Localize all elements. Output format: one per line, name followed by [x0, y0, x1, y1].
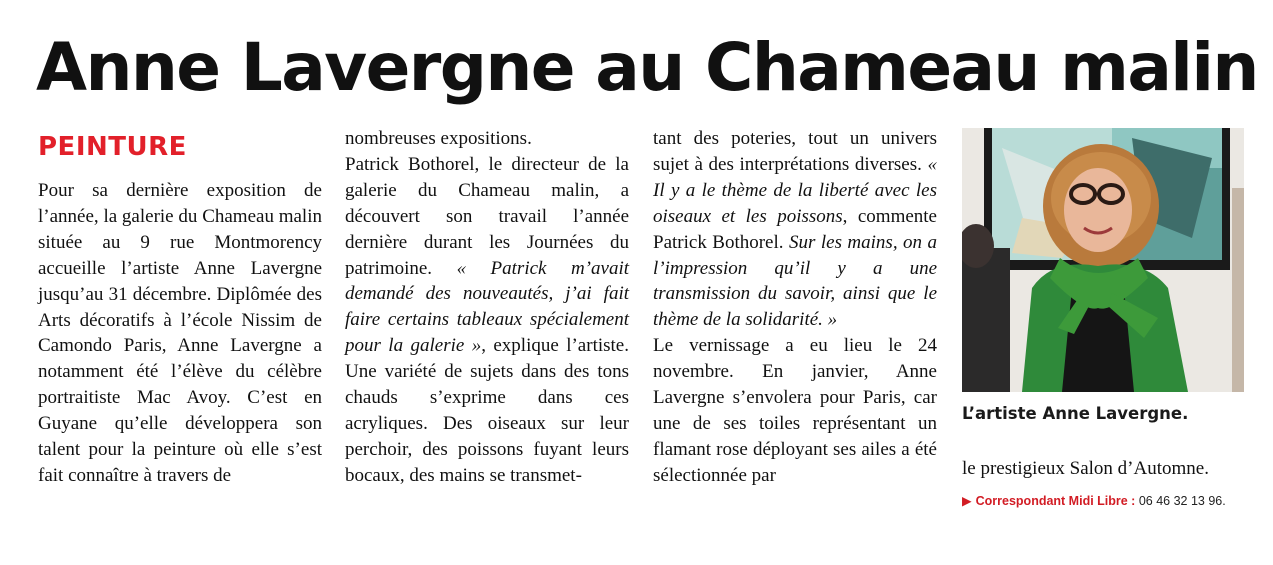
correspondent-contact — [962, 493, 1226, 508]
article-column-1 — [38, 178, 322, 489]
paragraph: Pour sa dernière exposition de l’année, la galerie du Chameau malin située au 9 rue Montmorency accueille l’artiste Anne Lavergne jusqu’au 31 décembre. Diplômée des Arts décoratifs à l’école Nissim de Camondo Paris, Anne Lavergne a notamment été l’élève du célèbre portraitiste Mac Avoy. C’est en Guyane qu’elle développera son talent pour la peinture où elle s’est fait connaître à travers de — [38, 180, 322, 486]
artist-photo — [962, 128, 1244, 392]
paragraph — [653, 126, 937, 333]
paragraph: nombreuses expositions. — [345, 128, 532, 149]
article-column-2 — [345, 126, 629, 489]
paragraph-text: tant des poteries, tout un univers sujet à des interprétations diverses. — [653, 128, 937, 175]
quote: « Patrick m’avait demandé des nouveautés, j’ai fait faire certains tableaux spécialement pour la galerie » — [345, 257, 630, 357]
quote: « Il y a le thème de la liberté avec les oiseaux et les poissons — [653, 153, 937, 227]
paragraph-text: , explique l’artiste. Une variété de sujets dans des tons chauds s’exprime dans ces acryliques. Des oiseaux sur leur perchoir, des poissons fuyant leurs bocaux, des mains se transmet- — [345, 335, 629, 486]
paragraph: le prestigieux Salon d’Automne. — [962, 458, 1209, 479]
photo-caption: L’artiste Anne Lavergne. — [962, 404, 1189, 423]
headline: Anne Lavergne au Chameau malin — [36, 29, 1258, 106]
section-label: PEINTURE — [38, 132, 187, 162]
article-column-3 — [653, 126, 937, 489]
paragraph-text: , commente Patrick Bothorel. — [653, 205, 937, 253]
correspondent-phone: 06 46 32 13 96. — [1138, 494, 1226, 508]
correspondent-label: Correspondant Midi Libre : — [975, 494, 1136, 508]
article-column-4 — [962, 456, 1246, 482]
paragraph-text: Patrick Bothorel, le directeur de la galerie du Chameau malin, a découvert son travail l’année dernière durant les Journées du patrimoine. — [345, 153, 629, 279]
paragraph — [345, 152, 629, 489]
paragraph: Le vernissage a eu lieu le 24 novembre. En janvier, Anne Lavergne s’envolera pour Paris, car une de ses toiles représentant un flamant rose déployant ses ailes a été sélectionnée par — [653, 335, 937, 486]
quote: Sur les mains, on a l’impression qu’il y a une transmission du savoir, ainsi que le thème de la solidarité. » — [653, 231, 937, 331]
triangle-arrow-icon: ▶ — [962, 494, 972, 508]
